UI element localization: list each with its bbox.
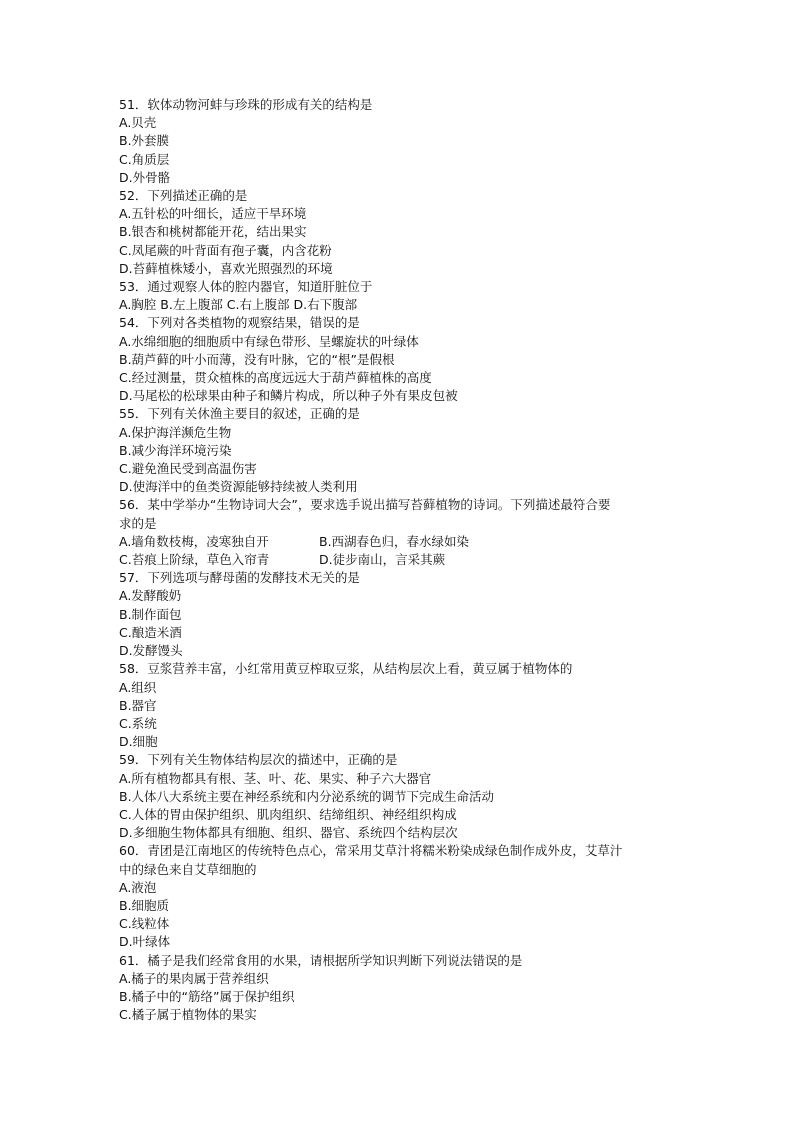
question-60 (119, 842, 679, 951)
option-c: C.橘子属于植物体的果实 (119, 1007, 257, 1023)
document-body (119, 96, 679, 1024)
question-52 (119, 187, 679, 278)
question-stem: 55．下列有关休渔主要目的叙述，正确的是 (119, 406, 360, 422)
option-c: C.避免渔民受到高温伤害 (119, 461, 257, 477)
option-a: A.所有植物都具有根、茎、叶、花、果实、种子六大器官 (119, 770, 432, 786)
option-b: B.葫芦藓的叶小而薄，没有叶脉，它的“根”是假根 (119, 351, 395, 367)
question-59 (119, 751, 679, 842)
question-stem-line-2: 中的绿色来自艾草细胞的 (119, 861, 257, 877)
question-stem: 51．软体动物河蚌与珍珠的形成有关的结构是 (119, 97, 373, 112)
option-a: A.液泡 (119, 879, 157, 895)
option-row-1 (119, 533, 679, 551)
option-a: A.保护海洋濒危生物 (119, 424, 232, 440)
option-c: C.角质层 (119, 151, 170, 167)
option-a: A.贝壳 (119, 115, 157, 131)
option-d: D.发酵馒头 (119, 643, 183, 659)
option-d: D.使海洋中的鱼类资源能够持续被人类利用 (119, 479, 358, 495)
option-a: A.水绵细胞的细胞质中有绿色带形、呈螺旋状的叶绿体 (119, 333, 419, 349)
question-stem-line-1: 56．某中学举办“生物诗词大会”，要求选手说出描写苔藓植物的诗词。下列描述最符合要 (119, 497, 611, 513)
option-c: C.经过测量，贯众植株的高度远远大于葫芦藓植株的高度 (119, 370, 432, 386)
option-c: C.酿造米酒 (119, 624, 182, 640)
option-b: B.人体八大系统主要在神经系统和内分泌系统的调节下完成生命活动 (119, 788, 495, 804)
question-stem: 52．下列描述正确的是 (119, 188, 248, 204)
question-61 (119, 952, 679, 1025)
option-c: C.系统 (119, 715, 157, 731)
option-b: B.器官 (119, 697, 157, 713)
question-stem: 57．下列选项与酵母菌的发酵技术无关的是 (119, 570, 360, 586)
option-c: C.苔痕上阶绿，草色入帘青 (119, 552, 270, 568)
question-stem-line-1: 60．青团是江南地区的传统特色点心，常采用艾草汁将糯米粉染成绿色制作成外皮，艾草汁 (119, 843, 623, 859)
inline-options: A.胸腔 B.左上腹部 C.右上腹部 D.右下腹部 (119, 297, 358, 313)
option-b: B.细胞质 (119, 897, 170, 913)
option-d: D.马尾松的松球果由种子和鳞片构成，所以种子外有果皮包被 (119, 388, 458, 404)
question-57 (119, 569, 679, 660)
option-a: A.发酵酸奶 (119, 588, 182, 604)
option-b: B.外套膜 (119, 133, 170, 149)
question-stem-line-2: 求的是 (119, 515, 157, 531)
question-stem: 54．下列对各类植物的观察结果，错误的是 (119, 315, 360, 331)
option-b: B.减少海洋环境污染 (119, 442, 232, 458)
option-b: B.橘子中的“筋络”属于保护组织 (119, 988, 295, 1004)
option-d: D.细胞 (119, 734, 158, 750)
option-d: D.外骨骼 (119, 169, 171, 185)
option-b: B.西湖春色归，春水绿如染 (319, 533, 470, 549)
question-stem: 61．橘子是我们经常食用的水果，请根据所学知识判断下列说法错误的是 (119, 952, 523, 968)
question-53 (119, 278, 679, 314)
question-55 (119, 405, 679, 496)
question-stem: 58．豆浆营养丰富，小红常用黄豆榨取豆浆，从结构层次上看，黄豆属于植物体的 (119, 661, 573, 677)
option-c: C.线粒体 (119, 916, 170, 932)
option-b: B.制作面包 (119, 606, 182, 622)
option-c: C.凤尾蕨的叶背面有孢子囊，内含花粉 (119, 242, 332, 258)
option-a: A.墙角数枝梅，凌寒独自开 (119, 533, 269, 549)
question-stem: 59．下列有关生物体结构层次的描述中，正确的是 (119, 752, 398, 768)
question-stem: 53．通过观察人体的腔内器官，知道肝脏位于 (119, 279, 373, 295)
option-d: D.多细胞生物体都具有细胞、组织、器官、系统四个结构层次 (119, 825, 458, 841)
question-54 (119, 314, 679, 405)
option-b: B.银杏和桃树都能开花，结出果实 (119, 224, 307, 240)
option-a: A.橘子的果肉属于营养组织 (119, 970, 269, 986)
option-c: C.人体的胃由保护组织、肌肉组织、结缔组织、神经组织构成 (119, 806, 457, 822)
question-56 (119, 496, 679, 569)
option-a: A.组织 (119, 679, 157, 695)
option-d: D.叶绿体 (119, 934, 171, 950)
question-51 (119, 96, 679, 187)
question-58 (119, 660, 679, 751)
option-a: A.五针松的叶细长，适应干旱环境 (119, 206, 307, 222)
option-d: D.苔藓植株矮小，喜欢光照强烈的环境 (119, 260, 333, 276)
option-d: D.徒步南山，言采其蕨 (319, 552, 446, 568)
option-row-2 (119, 551, 679, 569)
